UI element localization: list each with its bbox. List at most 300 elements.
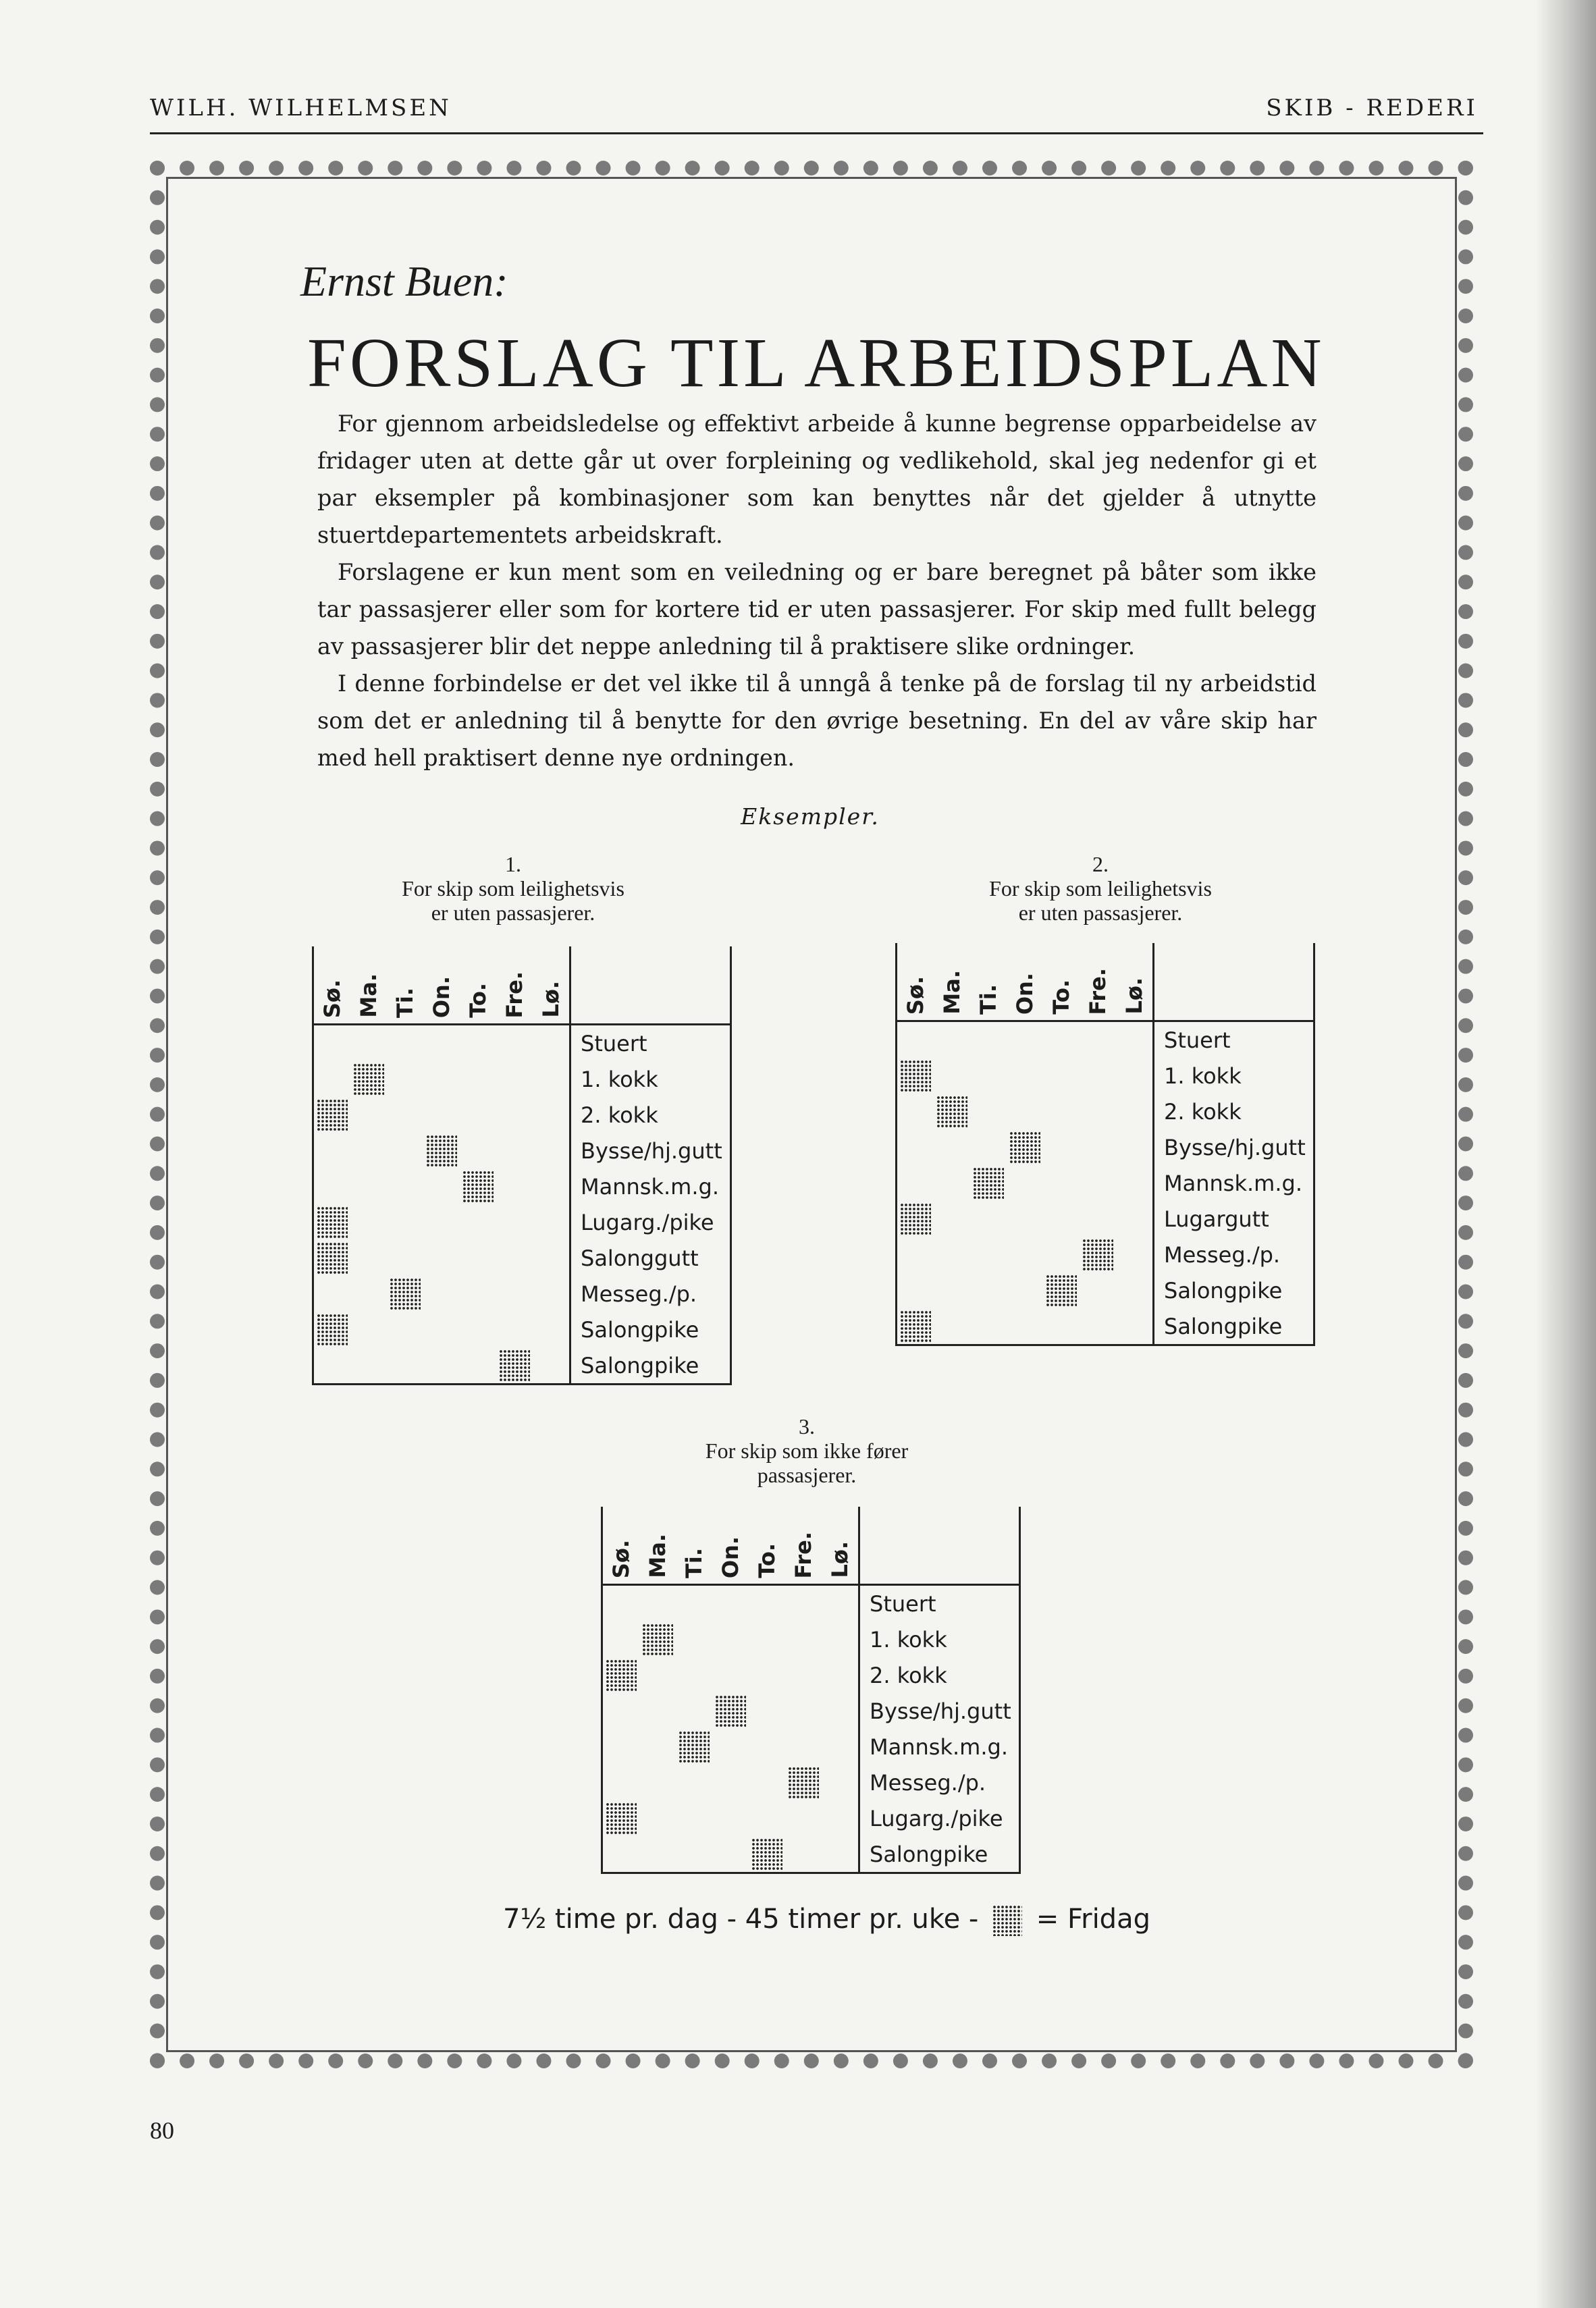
- day-cell: [934, 1272, 970, 1308]
- role-label: 1. kokk: [570, 1061, 731, 1097]
- table-row: [602, 1765, 1020, 1800]
- day-label: On.: [1012, 972, 1038, 1015]
- day-cell: [350, 1061, 387, 1097]
- day-cell: [1116, 1165, 1154, 1201]
- day-cell: [1007, 1237, 1043, 1272]
- caption-line: For skip som leilighetsvis: [402, 876, 624, 901]
- day-cell: [496, 1169, 533, 1204]
- legend-dotted-box: [992, 1905, 1022, 1936]
- day-cell: [496, 1097, 533, 1133]
- schedule-caption: [905, 852, 1296, 925]
- day-cell: [533, 1240, 570, 1276]
- role-label: Bysse/hj.gutt: [570, 1133, 731, 1169]
- table-row: [602, 1800, 1020, 1836]
- table-row: [602, 1729, 1020, 1765]
- day-cell: [970, 1058, 1007, 1094]
- role-label: Mannsk.m.g.: [859, 1729, 1020, 1765]
- day-cell: [1116, 1308, 1154, 1345]
- day-cell: [712, 1836, 749, 1873]
- role-label: Salongpike: [570, 1347, 731, 1385]
- day-header: [496, 946, 533, 1025]
- day-cell: [970, 1094, 1007, 1129]
- day-header: [1043, 943, 1080, 1021]
- day-label: Ti.: [681, 1548, 707, 1578]
- day-header: [897, 943, 934, 1021]
- day-cell: [970, 1129, 1007, 1165]
- role-label: Salongpike: [1154, 1308, 1314, 1345]
- day-cell: [423, 1061, 460, 1097]
- day-cell: [423, 1097, 460, 1133]
- day-header: [533, 946, 570, 1025]
- schedule-table-1: [312, 946, 732, 1385]
- day-cell: [460, 1312, 496, 1347]
- day-header: [639, 1507, 676, 1585]
- table-row: [313, 1204, 731, 1240]
- day-cell: [1007, 1058, 1043, 1094]
- day-cell: [897, 1165, 934, 1201]
- day-cell: [602, 1585, 640, 1622]
- day-cell: [423, 1169, 460, 1204]
- day-off-marker: [606, 1802, 637, 1835]
- legend-hours: 7½ time pr. dag - 45 timer pr. uke -: [503, 1904, 979, 1935]
- day-cell: [934, 1201, 970, 1237]
- role-label: Messeg./p.: [570, 1276, 731, 1312]
- role-label: Salongpike: [859, 1836, 1020, 1873]
- day-off-marker: [317, 1242, 348, 1274]
- day-cell: [1116, 1058, 1154, 1094]
- day-cell: [639, 1585, 676, 1622]
- day-cell: [313, 1025, 351, 1062]
- day-cell: [496, 1025, 533, 1062]
- day-cell: [496, 1240, 533, 1276]
- schedule-caption: [317, 852, 709, 925]
- day-cell: [387, 1347, 423, 1385]
- header-rule: [150, 132, 1483, 134]
- day-cell: [1043, 1021, 1080, 1058]
- role-label: 2. kokk: [1154, 1094, 1314, 1129]
- day-header: [602, 1507, 640, 1585]
- day-cell: [1116, 1021, 1154, 1058]
- day-header: [712, 1507, 749, 1585]
- day-label: Fre.: [1085, 967, 1111, 1015]
- day-cell: [785, 1765, 822, 1800]
- day-cell: [749, 1621, 785, 1657]
- day-cell: [785, 1836, 822, 1873]
- day-cell: [970, 1021, 1007, 1058]
- day-cell: [1116, 1094, 1154, 1129]
- day-cell: [639, 1836, 676, 1873]
- day-cell: [712, 1729, 749, 1765]
- role-label: Mannsk.m.g.: [1154, 1165, 1314, 1201]
- day-cell: [602, 1693, 640, 1729]
- day-label: Ma.: [356, 973, 381, 1018]
- day-cell: [970, 1308, 1007, 1345]
- role-label: Bysse/hj.gutt: [1154, 1129, 1314, 1165]
- schedule-table-3: [601, 1507, 1021, 1874]
- day-cell: [1043, 1272, 1080, 1308]
- role-label: Stuert: [1154, 1021, 1314, 1058]
- role-label: Stuert: [859, 1585, 1020, 1622]
- page-number: 80: [150, 2117, 174, 2144]
- table-row: [313, 1025, 731, 1062]
- day-cell: [533, 1025, 570, 1062]
- day-label: To.: [1048, 979, 1074, 1015]
- day-cell: [785, 1800, 822, 1836]
- day-cell: [676, 1621, 712, 1657]
- day-cell: [533, 1133, 570, 1169]
- day-cell: [712, 1800, 749, 1836]
- caption-line: For skip som leilighetsvis: [989, 876, 1212, 901]
- day-cell: [1080, 1094, 1116, 1129]
- day-cell: [785, 1657, 822, 1693]
- day-cell: [897, 1094, 934, 1129]
- day-cell: [639, 1765, 676, 1800]
- role-label: Salonggutt: [570, 1240, 731, 1276]
- table-row: [602, 1621, 1020, 1657]
- day-cell: [822, 1729, 859, 1765]
- day-off-marker: [788, 1767, 819, 1799]
- day-cell: [1007, 1094, 1043, 1129]
- day-header: [822, 1507, 859, 1585]
- day-cell: [313, 1133, 351, 1169]
- role-label: Stuert: [570, 1025, 731, 1062]
- day-label: Ma.: [939, 970, 965, 1015]
- day-cell: [822, 1585, 859, 1622]
- day-off-marker: [426, 1135, 457, 1167]
- day-cell: [387, 1025, 423, 1062]
- day-cell: [970, 1165, 1007, 1201]
- day-off-marker: [751, 1838, 782, 1871]
- day-cell: [676, 1585, 712, 1622]
- schedule-number: 3.: [799, 1414, 815, 1439]
- day-cell: [423, 1204, 460, 1240]
- day-label: Lø.: [1121, 977, 1147, 1015]
- day-cell: [676, 1657, 712, 1693]
- day-label: On.: [429, 975, 454, 1018]
- caption-line: er uten passasjerer.: [431, 901, 595, 925]
- day-cell: [602, 1621, 640, 1657]
- day-cell: [897, 1308, 934, 1345]
- day-cell: [749, 1836, 785, 1873]
- day-cell: [423, 1347, 460, 1385]
- day-cell: [350, 1276, 387, 1312]
- day-cell: [1116, 1129, 1154, 1165]
- day-off-marker: [1082, 1239, 1113, 1271]
- day-cell: [387, 1133, 423, 1169]
- day-cell: [897, 1272, 934, 1308]
- day-cell: [313, 1061, 351, 1097]
- day-cell: [639, 1657, 676, 1693]
- day-cell: [602, 1657, 640, 1693]
- day-cell: [1007, 1165, 1043, 1201]
- day-cell: [496, 1276, 533, 1312]
- day-off-marker: [353, 1063, 384, 1096]
- day-cell: [496, 1204, 533, 1240]
- day-cell: [676, 1729, 712, 1765]
- day-cell: [460, 1133, 496, 1169]
- day-off-marker: [317, 1099, 348, 1131]
- day-cell: [970, 1272, 1007, 1308]
- day-cell: [533, 1347, 570, 1385]
- day-cell: [1116, 1272, 1154, 1308]
- day-label: To.: [754, 1543, 780, 1578]
- day-cell: [676, 1693, 712, 1729]
- day-off-marker: [499, 1349, 530, 1382]
- day-cell: [387, 1204, 423, 1240]
- article-title: FORSLAG TIL ARBEIDSPLAN: [307, 324, 1325, 402]
- day-off-marker: [390, 1278, 421, 1310]
- day-cell: [639, 1729, 676, 1765]
- day-cell: [822, 1621, 859, 1657]
- day-header: [350, 946, 387, 1025]
- day-cell: [1080, 1058, 1116, 1094]
- table-row: [313, 1169, 731, 1204]
- table-row: [313, 1240, 731, 1276]
- day-cell: [970, 1237, 1007, 1272]
- day-cell: [1080, 1165, 1116, 1201]
- day-cell: [602, 1800, 640, 1836]
- day-cell: [533, 1097, 570, 1133]
- day-label: Sø.: [319, 979, 345, 1018]
- day-cell: [423, 1312, 460, 1347]
- day-cell: [1043, 1308, 1080, 1345]
- day-cell: [785, 1693, 822, 1729]
- table-row: [897, 1201, 1314, 1237]
- day-cell: [934, 1094, 970, 1129]
- day-cell: [460, 1240, 496, 1276]
- table-row: [897, 1058, 1314, 1094]
- day-cell: [970, 1201, 1007, 1237]
- day-off-marker: [900, 1310, 931, 1343]
- day-cell: [602, 1836, 640, 1873]
- day-off-marker: [642, 1623, 673, 1656]
- day-cell: [533, 1204, 570, 1240]
- day-cell: [676, 1765, 712, 1800]
- table-row: [897, 1021, 1314, 1058]
- table-row: [897, 1165, 1314, 1201]
- day-cell: [1043, 1129, 1080, 1165]
- day-cell: [1116, 1237, 1154, 1272]
- day-cell: [423, 1276, 460, 1312]
- caption-line: er uten passasjerer.: [1018, 901, 1183, 925]
- day-off-marker: [900, 1060, 931, 1092]
- day-cell: [387, 1312, 423, 1347]
- day-cell: [934, 1165, 970, 1201]
- day-cell: [676, 1800, 712, 1836]
- day-header: [313, 946, 351, 1025]
- day-header: [676, 1507, 712, 1585]
- day-cell: [897, 1237, 934, 1272]
- author-byline: Ernst Buen:: [300, 257, 508, 305]
- day-cell: [934, 1308, 970, 1345]
- day-off-marker: [679, 1731, 710, 1763]
- day-cell: [749, 1765, 785, 1800]
- table-row: [897, 1272, 1314, 1308]
- day-cell: [822, 1800, 859, 1836]
- table-row: [897, 1308, 1314, 1345]
- day-label: Lø.: [538, 981, 564, 1018]
- role-header: [1154, 943, 1314, 1021]
- day-cell: [712, 1621, 749, 1657]
- day-cell: [749, 1729, 785, 1765]
- role-header: [570, 946, 731, 1025]
- day-cell: [313, 1347, 351, 1385]
- day-label: Lø.: [827, 1541, 853, 1578]
- day-cell: [313, 1097, 351, 1133]
- day-cell: [1043, 1201, 1080, 1237]
- day-label: To.: [465, 983, 491, 1018]
- day-cell: [785, 1585, 822, 1622]
- table-row: [897, 1129, 1314, 1165]
- day-cell: [602, 1765, 640, 1800]
- role-label: Salongpike: [1154, 1272, 1314, 1308]
- day-cell: [749, 1693, 785, 1729]
- day-cell: [496, 1347, 533, 1385]
- legend-equals: = Fridag: [1036, 1904, 1150, 1935]
- day-cell: [460, 1061, 496, 1097]
- day-cell: [350, 1312, 387, 1347]
- day-cell: [460, 1169, 496, 1204]
- day-label: On.: [718, 1536, 743, 1578]
- day-cell: [423, 1133, 460, 1169]
- day-cell: [423, 1025, 460, 1062]
- day-cell: [822, 1693, 859, 1729]
- role-label: Messeg./p.: [859, 1765, 1020, 1800]
- day-off-marker: [1009, 1131, 1040, 1164]
- day-cell: [350, 1097, 387, 1133]
- day-cell: [822, 1657, 859, 1693]
- day-label: Sø.: [608, 1539, 634, 1578]
- day-cell: [496, 1312, 533, 1347]
- role-label: Bysse/hj.gutt: [859, 1693, 1020, 1729]
- schedule-number: 2.: [1092, 852, 1109, 876]
- day-cell: [313, 1240, 351, 1276]
- day-cell: [639, 1693, 676, 1729]
- running-header-left: WILH. WILHELMSEN: [150, 95, 452, 122]
- day-cell: [712, 1585, 749, 1622]
- table-row: [602, 1585, 1020, 1622]
- table-row: [602, 1693, 1020, 1729]
- day-cell: [785, 1729, 822, 1765]
- day-cell: [934, 1058, 970, 1094]
- caption-line: For skip som ikke fører: [705, 1439, 909, 1463]
- day-cell: [602, 1729, 640, 1765]
- day-cell: [423, 1240, 460, 1276]
- examples-heading: Eksempler.: [741, 803, 880, 830]
- day-header: [1116, 943, 1154, 1021]
- day-cell: [350, 1204, 387, 1240]
- day-cell: [313, 1312, 351, 1347]
- day-label: Ti.: [976, 984, 1001, 1015]
- day-label: Ma.: [645, 1534, 670, 1578]
- paragraph: For gjennom arbeidsledelse og effektivt arbeide å kunne begrense opparbeidelse av fridager uten at dette går ut over forpleining og vedlikehold, skal jeg nedenfor gi et par eksempler på kombinasjoner som kan benyttes når det gjelder å utnytte stuertdepartementets arbeidskraft.: [317, 410, 1316, 548]
- day-cell: [350, 1347, 387, 1385]
- day-label: Sø.: [903, 975, 928, 1015]
- day-header: [934, 943, 970, 1021]
- day-off-marker: [900, 1203, 931, 1235]
- day-off-marker: [936, 1096, 967, 1128]
- day-cell: [749, 1800, 785, 1836]
- day-cell: [1043, 1165, 1080, 1201]
- role-label: Messeg./p.: [1154, 1237, 1314, 1272]
- day-cell: [313, 1276, 351, 1312]
- role-label: 1. kokk: [859, 1621, 1020, 1657]
- day-cell: [897, 1129, 934, 1165]
- role-label: Salongpike: [570, 1312, 731, 1347]
- day-cell: [387, 1169, 423, 1204]
- day-cell: [1007, 1308, 1043, 1345]
- day-cell: [822, 1765, 859, 1800]
- role-header: [859, 1507, 1020, 1585]
- day-off-marker: [462, 1171, 494, 1203]
- day-cell: [1080, 1021, 1116, 1058]
- day-cell: [1043, 1094, 1080, 1129]
- day-cell: [533, 1276, 570, 1312]
- day-cell: [1007, 1021, 1043, 1058]
- role-label: Lugargutt: [1154, 1201, 1314, 1237]
- day-cell: [350, 1169, 387, 1204]
- day-header: [970, 943, 1007, 1021]
- day-off-marker: [1046, 1274, 1077, 1307]
- day-cell: [934, 1021, 970, 1058]
- day-cell: [313, 1204, 351, 1240]
- day-cell: [387, 1097, 423, 1133]
- day-cell: [712, 1765, 749, 1800]
- day-off-marker: [317, 1206, 348, 1239]
- day-cell: [639, 1621, 676, 1657]
- day-cell: [785, 1621, 822, 1657]
- day-cell: [749, 1657, 785, 1693]
- day-label: Fre.: [791, 1531, 816, 1578]
- day-label: Ti.: [392, 988, 418, 1018]
- day-header: [785, 1507, 822, 1585]
- paragraph: Forslagene er kun ment som en veiledning og er bare beregnet på båter som ikke tar passasjerer eller som for kortere tid er uten passasjerer. For skip med fullt belegg av passasjerer blir det neppe anledning til å praktisere slike ordninger.: [317, 559, 1316, 660]
- day-cell: [533, 1061, 570, 1097]
- day-label: Fre.: [502, 971, 527, 1018]
- day-cell: [676, 1836, 712, 1873]
- day-off-marker: [606, 1659, 637, 1692]
- day-cell: [313, 1169, 351, 1204]
- table-row: [602, 1836, 1020, 1873]
- schedule-table-2: [895, 943, 1315, 1346]
- table-row: [897, 1094, 1314, 1129]
- table-row: [313, 1312, 731, 1347]
- day-cell: [712, 1693, 749, 1729]
- day-cell: [712, 1657, 749, 1693]
- day-cell: [533, 1312, 570, 1347]
- day-cell: [1007, 1129, 1043, 1165]
- day-cell: [460, 1276, 496, 1312]
- day-off-marker: [715, 1695, 746, 1727]
- table-row: [313, 1276, 731, 1312]
- day-header: [423, 946, 460, 1025]
- day-cell: [387, 1061, 423, 1097]
- day-cell: [460, 1204, 496, 1240]
- day-cell: [350, 1133, 387, 1169]
- day-cell: [934, 1237, 970, 1272]
- day-cell: [1080, 1237, 1116, 1272]
- role-label: Lugarg./pike: [570, 1204, 731, 1240]
- day-cell: [533, 1169, 570, 1204]
- day-cell: [1080, 1201, 1116, 1237]
- role-label: Mannsk.m.g.: [570, 1169, 731, 1204]
- day-cell: [1007, 1272, 1043, 1308]
- table-row: [602, 1657, 1020, 1693]
- legend: [503, 1904, 1150, 1936]
- day-cell: [387, 1240, 423, 1276]
- caption-line: passasjerer.: [757, 1463, 857, 1487]
- day-cell: [822, 1836, 859, 1873]
